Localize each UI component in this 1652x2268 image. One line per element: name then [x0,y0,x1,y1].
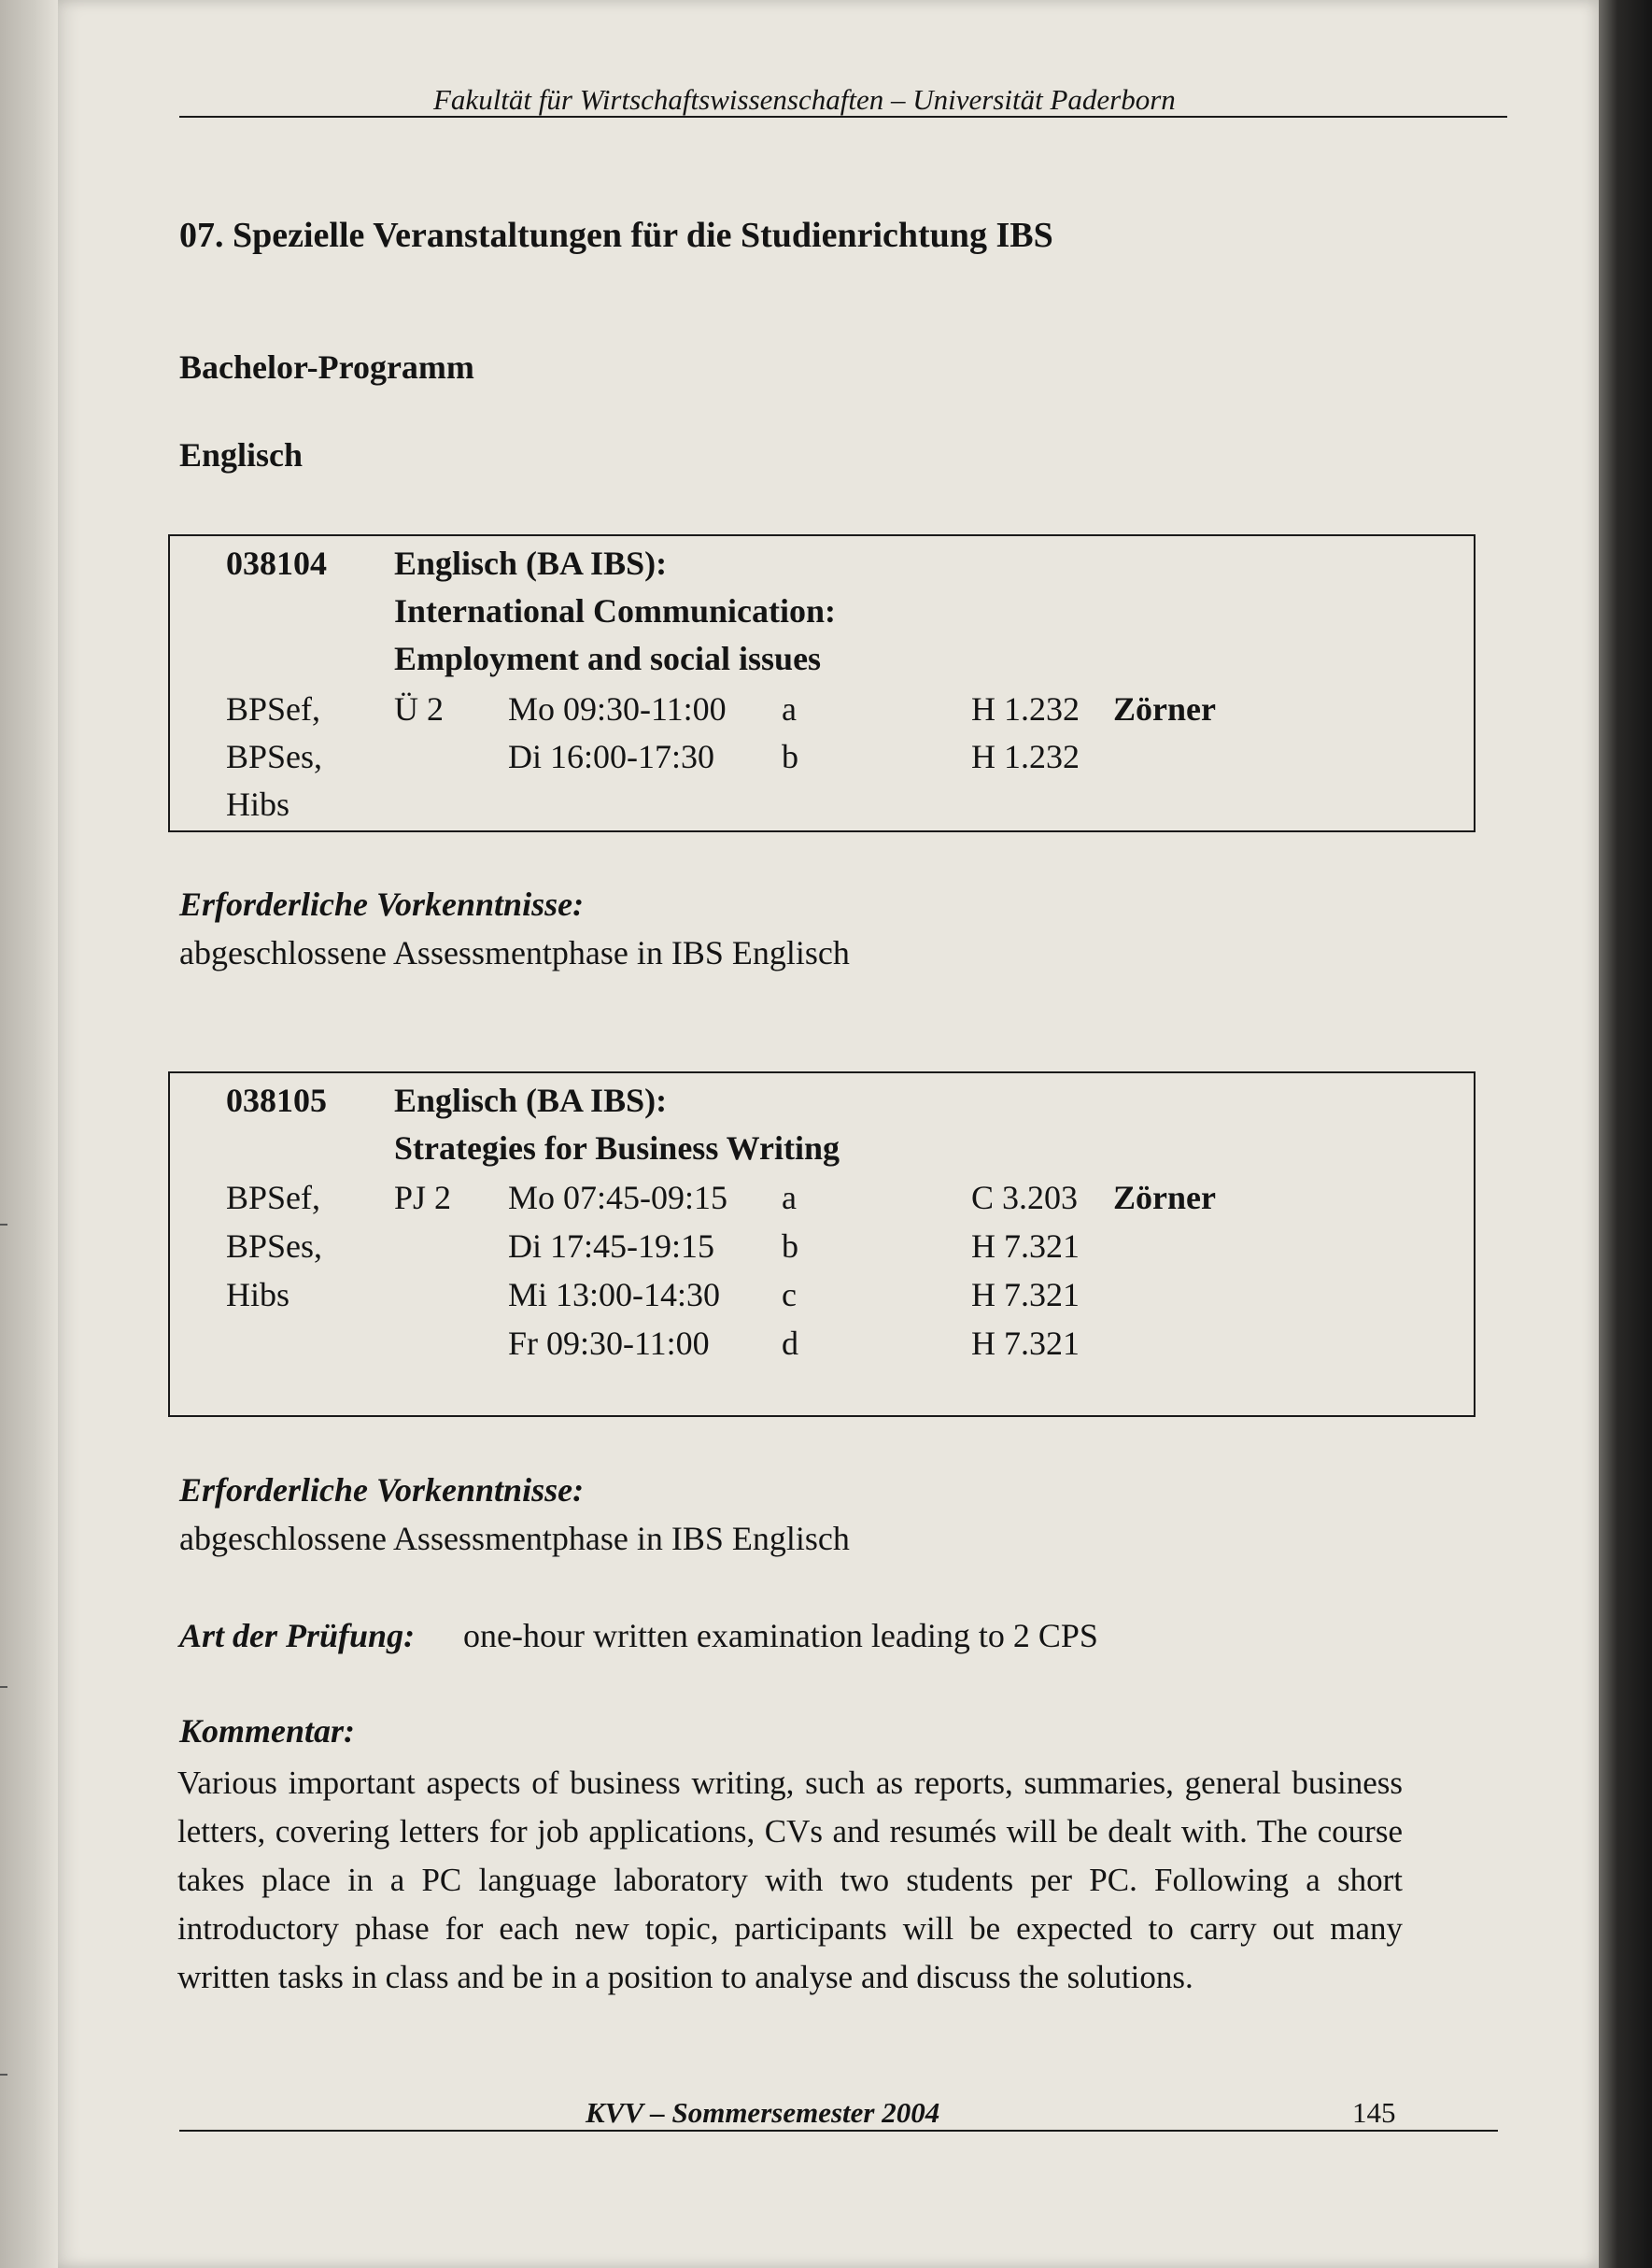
course-title-line: Englisch (BA IBS): [394,1082,668,1119]
schedule-time: Mo 09:30-11:00 [508,690,727,728]
lecturer-name: Zörner [1113,690,1216,728]
scan-background [1599,0,1652,2268]
footer-rule [179,2130,1498,2132]
course-title-line: Englisch (BA IBS): [394,545,668,582]
course-box-038104 [168,534,1476,832]
schedule-time: Mo 07:45-09:15 [508,1179,728,1216]
target-group: BPSes, [226,738,323,775]
schedule-room: H 1.232 [971,690,1080,728]
footer-title: KVV – Sommersemester 2004 [586,2096,940,2129]
page-number: 145 [1352,2096,1396,2129]
schedule-room: H 1.232 [971,738,1080,775]
adjacent-page-edge [0,0,58,2268]
edge-mark [0,1224,7,1226]
schedule-group: b [782,738,798,775]
course-number: 038105 [226,1082,327,1119]
course-type: Ü 2 [394,690,444,728]
schedule-group: b [782,1227,798,1265]
target-group: BPSef, [226,1179,321,1216]
course-title-line: Strategies for Business Writing [394,1129,840,1167]
schedule-room: H 7.321 [971,1325,1080,1362]
course-box-038105 [168,1071,1476,1417]
course-number: 038104 [226,545,327,582]
prereq-text: abgeschlossene Assessmentphase in IBS Englisch [179,1520,850,1557]
comment-label: Kommentar: [179,1712,356,1750]
target-group: BPSes, [226,1227,323,1265]
target-group: Hibs [226,1276,290,1313]
program-heading: Bachelor-Programm [179,348,474,386]
course-title-line: International Communication: [394,592,837,630]
language-heading: Englisch [179,436,304,474]
schedule-group: c [782,1276,797,1313]
schedule-room: H 7.321 [971,1276,1080,1313]
schedule-time: Fr 09:30-11:00 [508,1325,710,1362]
running-header: Fakultät für Wirtschaftswissenschaften – Universität Paderborn [433,83,1176,116]
schedule-room: C 3.203 [971,1179,1079,1216]
exam-label: Art der Prüfung: [179,1617,416,1654]
edge-mark [0,1686,7,1688]
schedule-group: a [782,1179,797,1216]
schedule-room: H 7.321 [971,1227,1080,1265]
schedule-time: Di 17:45-19:15 [508,1227,714,1265]
schedule-time: Di 16:00-17:30 [508,738,714,775]
prereq-text: abgeschlossene Assessmentphase in IBS Englisch [179,934,850,971]
schedule-group: d [782,1325,798,1362]
comment-text: Various important aspects of business writing, such as reports, summaries, general business letters, covering letters for job applications, CVs and resumés will be dealt with. The course takes place in a PC language laboratory with two students per PC. Following a short introductory phase for each new topic, participants will be expected to carry out many written tasks in class and be in a position to analyse and discuss the solutions. [177,1765,1403,1995]
prereq-label: Erforderliche Vorkenntnisse: [179,886,585,923]
schedule-group: a [782,690,797,728]
section-title: 07. Spezielle Veranstaltungen für die Studienrichtung IBS [179,216,1053,255]
header-rule [179,116,1507,118]
schedule-time: Mi 13:00-14:30 [508,1276,721,1313]
prereq-label: Erforderliche Vorkenntnisse: [179,1471,585,1509]
document-page [58,0,1599,2268]
lecturer-name: Zörner [1113,1179,1216,1216]
target-group: Hibs [226,786,290,823]
course-title-line: Employment and social issues [394,640,822,677]
course-type: PJ 2 [394,1179,452,1216]
target-group: BPSef, [226,690,321,728]
edge-mark [0,2074,7,2076]
exam-text: one-hour written examination leading to 2 CPS [463,1617,1098,1654]
